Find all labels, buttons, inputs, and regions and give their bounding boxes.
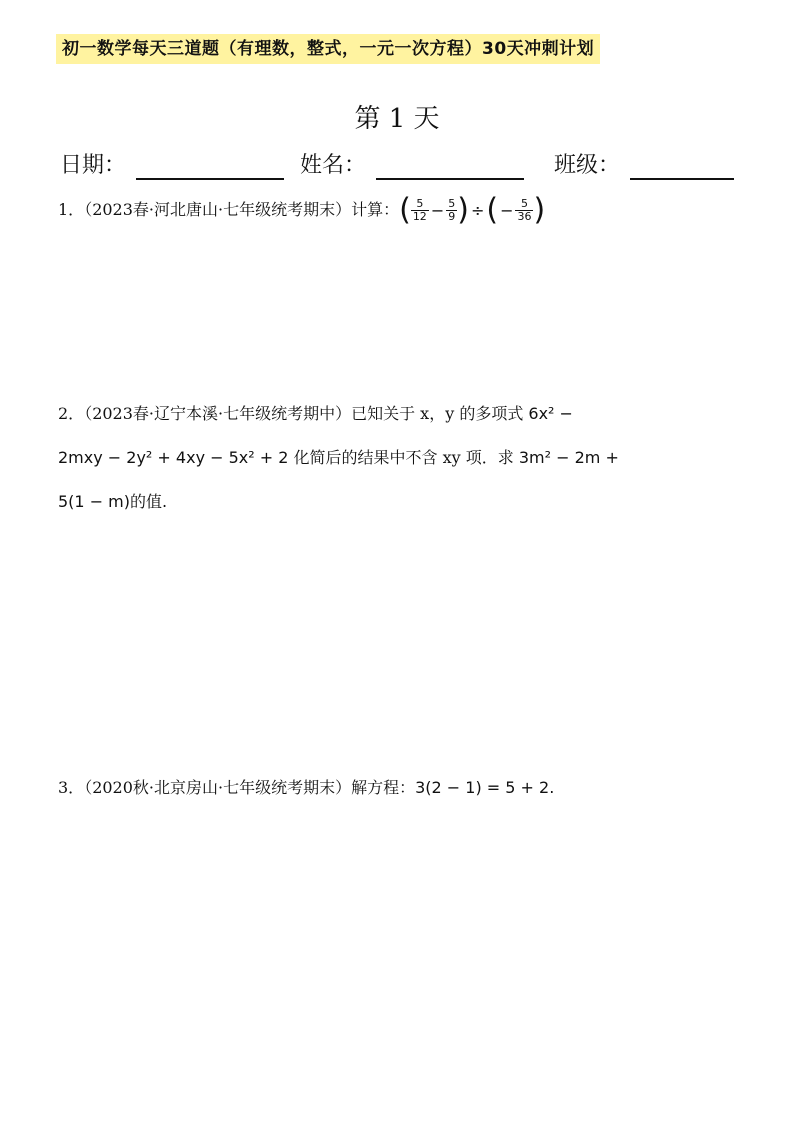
question-2 bbox=[58, 392, 748, 524]
fraction-numerator: 5 bbox=[411, 198, 429, 211]
fraction bbox=[515, 198, 533, 223]
fraction-denominator: 12 bbox=[412, 210, 427, 223]
question-source: （2023春·辽宁本溪·七年级统考期中）已知关于 x，y 的多项式 bbox=[84, 404, 529, 423]
class-label: 班级： bbox=[554, 153, 621, 178]
question-3 bbox=[58, 766, 554, 810]
question-line bbox=[58, 436, 748, 480]
question-source: （2020秋·北京房山·七年级统考期末）解方程： bbox=[84, 778, 416, 797]
polynomial-part: 6x² − bbox=[528, 404, 573, 423]
question-source: （2023春·河北唐山·七年级统考期末）计算： bbox=[84, 200, 400, 219]
name-label: 姓名： bbox=[300, 153, 367, 178]
name-blank-line bbox=[376, 178, 524, 180]
expression-part: 3m² − 2m + bbox=[518, 448, 619, 467]
fraction-numerator: 5 bbox=[448, 197, 456, 210]
date-blank-line bbox=[136, 178, 284, 180]
question-line bbox=[58, 392, 748, 436]
day-title: 第 1 天 bbox=[354, 104, 440, 134]
worksheet-header: 初一数学每天三道题（有理数，整式，一元一次方程）30天冲刺计划 bbox=[56, 34, 600, 64]
question-1 bbox=[58, 188, 545, 233]
student-info-row bbox=[60, 148, 734, 182]
fraction bbox=[446, 198, 457, 223]
question-number: 2． bbox=[58, 404, 85, 423]
fraction-denominator: 9 bbox=[448, 210, 456, 223]
equation: 3(2 − 1) = 5 + 2. bbox=[415, 778, 555, 797]
open-paren: ( bbox=[399, 192, 411, 228]
open-paren: ( bbox=[486, 192, 499, 228]
close-paren: ) bbox=[533, 192, 546, 228]
class-blank-line bbox=[630, 178, 734, 180]
question-number: 3． bbox=[58, 778, 85, 797]
fraction-numerator: 5 bbox=[515, 198, 533, 211]
question-line bbox=[58, 480, 748, 524]
question-text: 化简后的结果中不含 xy 项．求 bbox=[288, 448, 519, 467]
minus-sign: − bbox=[430, 200, 445, 220]
expression-part: 5(1 − m) bbox=[58, 492, 131, 511]
polynomial-part: 2mxy − 2y² + 4xy − 5x² + 2 bbox=[58, 448, 289, 467]
question-text: 的值. bbox=[130, 492, 168, 511]
negative-sign: − bbox=[500, 200, 514, 220]
question-number: 1． bbox=[58, 200, 85, 219]
date-label: 日期： bbox=[60, 153, 127, 178]
fraction-denominator: 36 bbox=[517, 210, 532, 223]
fraction bbox=[411, 198, 429, 223]
close-paren: ) bbox=[457, 192, 469, 228]
division-sign: ÷ bbox=[470, 200, 485, 220]
